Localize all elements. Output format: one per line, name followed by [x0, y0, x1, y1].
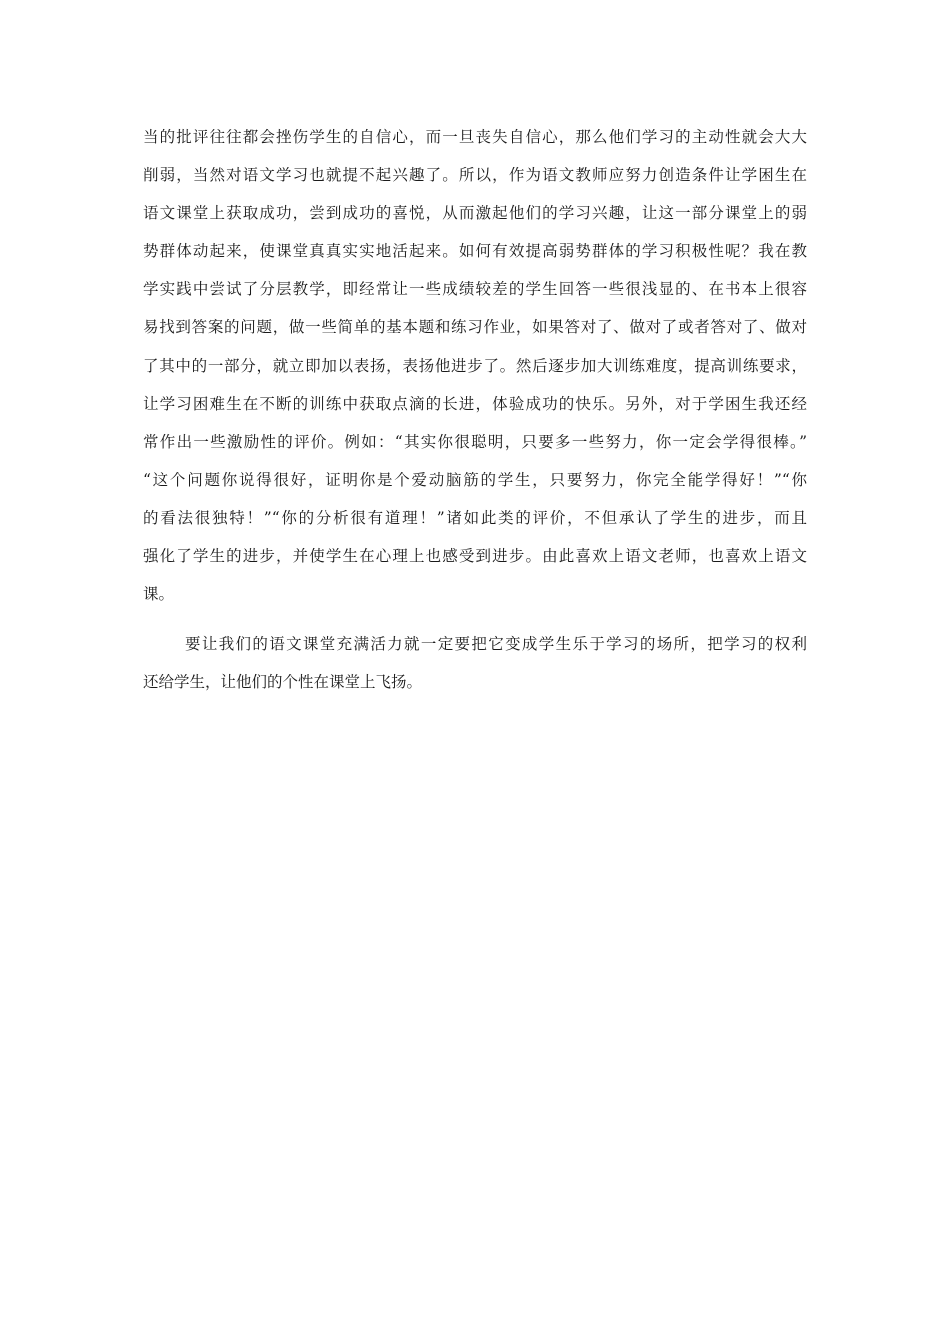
text-line: 常作出一些激励性的评价。例如：“其实你很聪明，只要多一些努力，你一定会学得很棒。” [143, 432, 807, 451]
text-line: 了其中的一部分，就立即加以表扬，表扬他进步了。然后逐步加大训练难度，提高训练要求， [143, 356, 807, 375]
text-line: 课。 [143, 585, 175, 604]
text-line: 让学习困难生在不断的训练中获取点滴的长进，体验成功的快乐。另外，对于学困生我还经 [143, 394, 807, 413]
text-line: 削弱，当然对语文学习也就提不起兴趣了。所以，作为语文教师应努力创造条件让学困生在 [143, 166, 807, 185]
text-line: 当的批评往往都会挫伤学生的自信心，而一旦丧失自信心，那么他们学习的主动性就会大大 [143, 128, 807, 146]
text-line: 语文课堂上获取成功，尝到成功的喜悦，从而激起他们的学习兴趣，让这一部分课堂上的弱 [143, 204, 807, 223]
document-body [143, 118, 807, 701]
text-line: 学实践中尝试了分层教学，即经常让一些成绩较差的学生回答一些很浅显的、在书本上很容 [143, 280, 807, 299]
paragraph-1 [143, 118, 807, 613]
text-line: 的看法很独特！”“你的分析很有道理！”诸如此类的评价，不但承认了学生的进步，而且 [143, 508, 807, 527]
text-line: 易找到答案的问题，做一些简单的基本题和练习作业，如果答对了、做对了或者答对了、做对 [143, 318, 807, 337]
paragraph-2 [143, 625, 807, 701]
text-line: 强化了学生的进步，并使学生在心理上也感受到进步。由此喜欢上语文老师，也喜欢上语文 [143, 547, 807, 566]
text-line: “这个问题你说得很好，证明你是个爱动脑筋的学生，只要努力，你完全能学得好！”“你 [143, 470, 807, 489]
text-line: 还给学生，让他们的个性在课堂上飞扬。 [143, 673, 423, 692]
paragraph-spacing [143, 613, 807, 625]
text-line: 要让我们的语文课堂充满活力就一定要把它变成学生乐于学习的场所，把学习的权利 [185, 635, 807, 654]
text-line: 势群体动起来，使课堂真真实实地活起来。如何有效提高弱势群体的学习积极性呢？我在教 [143, 242, 807, 261]
